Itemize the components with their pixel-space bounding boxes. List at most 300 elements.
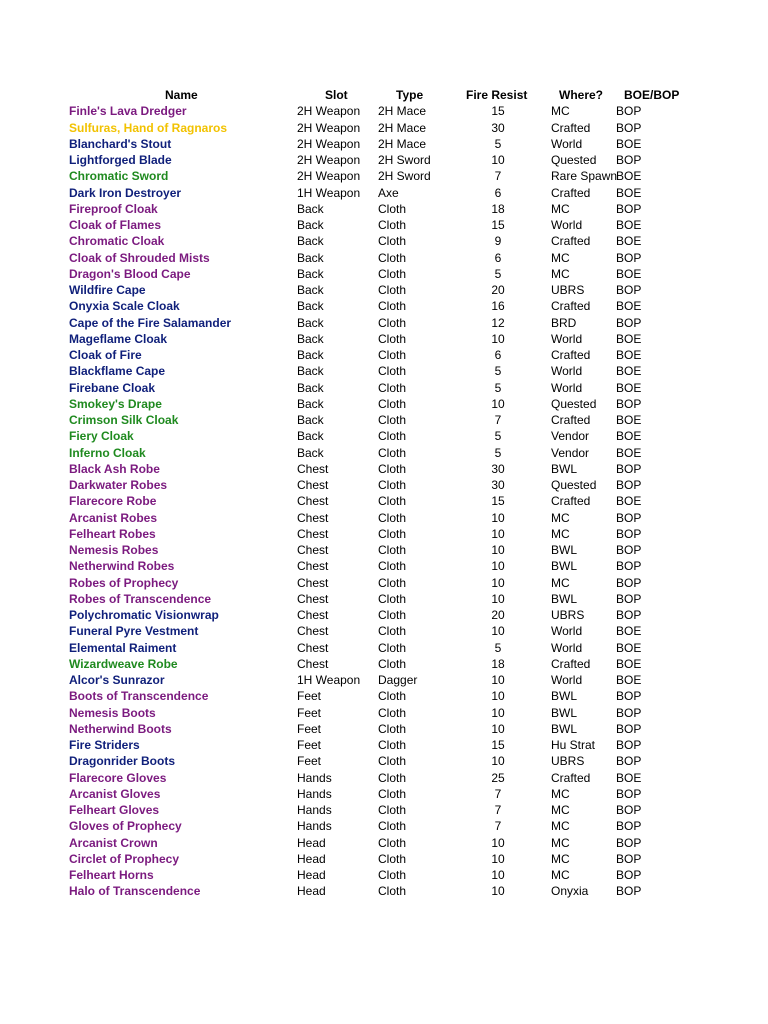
table-row [0,233,768,249]
item-fire-resist: 10 [491,689,505,704]
item-where: MC [551,868,570,882]
table-row [0,672,768,688]
item-fire-resist: 10 [491,851,505,866]
table-row [0,282,768,298]
item-name: Polychromatic Visionwrap [69,608,219,622]
table-row [0,250,768,266]
item-bind: BOE [616,624,642,639]
item-bind: BOP [616,575,642,590]
item-name: Wildfire Cape [69,283,146,297]
item-bind: BOP [616,559,642,574]
table-row [0,428,768,444]
item-where: Vendor [551,429,590,444]
item-bind: BOE [616,136,642,151]
item-type: Cloth [378,331,407,346]
item-where: MC [551,266,570,281]
item-type: Cloth [378,478,407,492]
table-body [0,103,768,899]
item-fire-resist: 7 [494,803,502,817]
item-bind: BOE [616,169,642,184]
item-where: Vendor [551,445,590,460]
item-name: Dragonrider Boots [69,754,176,769]
table-row [0,753,768,769]
item-bind: BOP [616,478,642,492]
item-bind: BOE [616,413,642,427]
item-type: Cloth [378,218,407,232]
item-where: MC [551,819,570,834]
item-fire-resist: 10 [491,624,505,639]
item-where: World [551,136,583,151]
item-where: Crafted [551,413,591,427]
item-fire-resist: 10 [491,510,505,525]
item-bind: BOP [616,705,642,720]
item-type: Cloth [378,364,407,379]
item-bind: BOP [616,803,642,817]
item-name: Blanchard's Stout [69,136,172,151]
item-type: Dagger [378,673,418,687]
item-fire-resist: 7 [494,413,502,427]
item-where: MC [551,803,570,817]
item-name: Netherwind Boots [69,721,172,736]
item-bind: BOE [616,218,642,232]
item-fire-resist: 20 [491,608,505,622]
item-bind: BOE [616,494,642,509]
item-where: Crafted [551,348,591,362]
table-row [0,640,768,656]
item-fire-resist: 15 [491,104,505,119]
item-fire-resist: 15 [491,494,505,509]
item-name: Smokey's Drape [69,396,162,411]
table-row [0,591,768,607]
item-where: Quested [551,153,597,167]
item-bind: BOP [616,819,642,834]
item-fire-resist: 10 [491,153,505,167]
item-type: Cloth [378,266,407,281]
item-slot: Feet [297,738,322,752]
item-type: Cloth [378,445,407,460]
item-name: Elemental Raiment [69,640,177,655]
item-where: BWL [551,559,578,574]
item-bind: BOE [616,770,642,785]
item-fire-resist: 10 [491,575,505,590]
item-fire-resist: 30 [491,478,505,492]
item-fire-resist: 10 [491,331,505,346]
item-type: 2H Mace [378,120,427,135]
item-name: Robes of Prophecy [69,575,179,590]
table-row [0,477,768,493]
table-row [0,607,768,623]
item-where: BWL [551,591,578,606]
item-where: BWL [551,689,578,704]
item-slot: Head [297,851,326,866]
item-name: Lightforged Blade [69,153,172,167]
item-type: Cloth [378,543,407,557]
item-type: Cloth [378,689,407,704]
item-name: Felheart Horns [69,868,154,882]
header-name: Name [165,88,198,102]
item-slot: Back [297,413,324,427]
item-fire-resist: 5 [494,429,502,444]
item-name: Darkwater Robes [69,478,168,492]
item-name: Arcanist Crown [69,835,158,850]
table-row [0,315,768,331]
item-name: Onyxia Scale Cloak [69,299,180,314]
item-slot: 2H Weapon [297,104,361,119]
table-row [0,883,768,899]
item-where: Crafted [551,656,591,671]
item-where: Quested [551,478,597,492]
item-where: Crafted [551,494,591,509]
item-where: Crafted [551,299,591,314]
item-fire-resist: 5 [494,445,502,460]
item-bind: BOE [616,429,642,444]
item-name: Inferno Cloak [69,445,146,460]
item-type: Axe [378,185,399,200]
item-type: Cloth [378,348,407,362]
item-bind: BOP [616,120,642,135]
item-slot: Back [297,364,324,379]
item-slot: Back [297,218,324,232]
item-type: 2H Sword [378,153,431,167]
item-bind: BOP [616,526,642,541]
item-fire-resist: 5 [494,266,502,281]
item-bind: BOP [616,835,642,850]
item-slot: Back [297,250,324,265]
item-fire-resist: 16 [491,299,505,314]
item-where: MC [551,575,570,590]
item-bind: BOE [616,266,642,281]
table-row [0,770,768,786]
item-type: Cloth [378,868,407,882]
item-fire-resist: 25 [491,770,505,785]
item-slot: 2H Weapon [297,169,361,184]
item-type: Cloth [378,851,407,866]
item-where: MC [551,851,570,866]
item-fire-resist: 5 [494,640,502,655]
item-table [0,87,768,900]
item-slot: 2H Weapon [297,136,361,151]
table-row [0,396,768,412]
item-slot: Hands [297,803,332,817]
item-slot: Chest [297,559,329,574]
item-slot: Back [297,445,324,460]
item-slot: 2H Weapon [297,153,361,167]
item-type: Cloth [378,608,407,622]
table-row [0,201,768,217]
item-where: World [551,673,583,687]
item-type: Cloth [378,803,407,817]
item-type: Cloth [378,770,407,785]
item-fire-resist: 5 [494,136,502,151]
item-fire-resist: 12 [491,315,505,330]
item-slot: Chest [297,575,329,590]
item-where: Crafted [551,185,591,200]
item-bind: BOP [616,315,642,330]
header-type: Type [396,88,424,102]
item-name: Robes of Transcendence [69,591,212,606]
item-slot: Back [297,283,324,297]
header-slot: Slot [325,88,348,102]
item-slot: Chest [297,461,329,476]
item-slot: Feet [297,689,322,704]
item-type: Cloth [378,721,407,736]
item-where: World [551,331,583,346]
item-bind: BOP [616,543,642,557]
item-slot: Chest [297,494,329,509]
table-row [0,721,768,737]
item-type: Cloth [378,413,407,427]
item-bind: BOP [616,868,642,882]
item-slot: Back [297,331,324,346]
item-type: Cloth [378,510,407,525]
item-where: Rare Spawn [551,169,618,184]
item-slot: Chest [297,624,329,639]
item-slot: Feet [297,721,322,736]
table-row [0,558,768,574]
item-type: Cloth [378,640,407,655]
item-type: Cloth [378,526,407,541]
item-slot: 2H Weapon [297,120,361,135]
item-type: Cloth [378,575,407,590]
item-where: World [551,624,583,639]
item-name: Sulfuras, Hand of Ragnaros [69,120,228,135]
item-bind: BOP [616,250,642,265]
table-row [0,298,768,314]
table-row [0,705,768,721]
item-where: Crafted [551,234,591,249]
item-slot: Chest [297,543,329,557]
item-name: Flarecore Gloves [69,770,167,785]
item-slot: Back [297,201,324,216]
table-row [0,168,768,184]
item-where: Hu Strat [551,738,596,752]
item-where: BWL [551,543,578,557]
table-row [0,445,768,461]
item-name: Nemesis Boots [69,705,156,720]
item-where: MC [551,201,570,216]
item-fire-resist: 6 [494,348,502,362]
item-where: BWL [551,721,578,736]
item-name: Cloak of Flames [69,218,162,232]
item-slot: Back [297,234,324,249]
table-row [0,656,768,672]
item-name: Fireproof Cloak [69,201,158,216]
item-fire-resist: 10 [491,884,505,899]
item-slot: Feet [297,754,322,769]
item-where: Crafted [551,770,591,785]
table-row [0,786,768,802]
item-bind: BOP [616,510,642,525]
table-row [0,217,768,233]
item-where: UBRS [551,283,585,297]
item-slot: Head [297,884,326,899]
item-bind: BOE [616,331,642,346]
item-name: Crimson Silk Cloak [69,413,179,427]
item-name: Blackflame Cape [69,364,166,379]
item-name: Cloak of Shrouded Mists [69,250,210,265]
item-slot: Hands [297,819,332,834]
item-slot: Back [297,429,324,444]
item-where: MC [551,250,570,265]
header-bind: BOE/BOP [624,88,680,102]
table-row [0,461,768,477]
item-type: Cloth [378,591,407,606]
item-bind: BOE [616,380,642,395]
item-fire-resist: 10 [491,526,505,541]
item-type: Cloth [378,299,407,314]
item-bind: BOP [616,461,642,476]
item-slot: Back [297,266,324,281]
item-type: Cloth [378,494,407,509]
item-bind: BOE [616,445,642,460]
item-name: Dragon's Blood Cape [69,266,191,281]
item-bind: BOP [616,786,642,801]
item-fire-resist: 10 [491,754,505,769]
table-row [0,380,768,396]
table-row [0,542,768,558]
item-name: Felheart Robes [69,526,156,541]
item-bind: BOE [616,673,642,687]
table-row [0,331,768,347]
table-row [0,575,768,591]
item-slot: Head [297,835,326,850]
item-name: Mageflame Cloak [69,331,168,346]
item-name: Flarecore Robe [69,494,157,509]
item-slot: Back [297,380,324,395]
item-name: Firebane Cloak [69,380,156,395]
item-slot: Chest [297,640,329,655]
item-type: Cloth [378,738,407,752]
item-where: MC [551,526,570,541]
item-fire-resist: 10 [491,396,505,411]
item-bind: BOE [616,299,642,314]
item-name: Dark Iron Destroyer [69,185,182,200]
table-row [0,737,768,753]
item-where: World [551,380,583,395]
item-slot: Chest [297,591,329,606]
item-name: Cloak of Fire [69,348,142,362]
item-type: Cloth [378,234,407,249]
item-type: Cloth [378,819,407,834]
item-fire-resist: 7 [494,169,502,184]
item-bind: BOP [616,608,642,622]
item-name: Chromatic Sword [69,169,169,184]
item-type: Cloth [378,380,407,395]
item-type: Cloth [378,201,407,216]
item-type: Cloth [378,705,407,720]
item-bind: BOP [616,721,642,736]
item-fire-resist: 10 [491,721,505,736]
item-fire-resist: 30 [491,120,505,135]
item-fire-resist: 10 [491,835,505,850]
item-fire-resist: 7 [494,786,502,801]
item-where: MC [551,786,570,801]
item-bind: BOP [616,104,642,119]
item-type: 2H Mace [378,136,427,151]
item-name: Cape of the Fire Salamander [69,315,232,330]
table-row [0,802,768,818]
item-where: Onyxia [551,884,589,899]
header-fire-resist: Fire Resist [466,88,528,102]
item-slot: 1H Weapon [297,673,361,687]
table-row [0,136,768,152]
table-row [0,120,768,136]
table-row [0,493,768,509]
item-name: Nemesis Robes [69,543,159,557]
table-row [0,412,768,428]
table-row [0,510,768,526]
item-fire-resist: 10 [491,559,505,574]
item-where: UBRS [551,754,585,769]
item-bind: BOE [616,656,642,671]
item-fire-resist: 20 [491,283,505,297]
item-name: Alcor's Sunrazor [69,673,165,687]
item-slot: Chest [297,510,329,525]
item-where: UBRS [551,608,585,622]
item-where: MC [551,510,570,525]
item-name: Netherwind Robes [69,559,175,574]
item-fire-resist: 5 [494,380,502,395]
item-slot: Back [297,348,324,362]
item-fire-resist: 30 [491,461,505,476]
item-type: Cloth [378,396,407,411]
item-slot: Chest [297,608,329,622]
item-slot: Hands [297,770,332,785]
item-fire-resist: 15 [491,738,505,752]
item-bind: BOE [616,348,642,362]
item-slot: Chest [297,478,329,492]
item-bind: BOP [616,591,642,606]
item-fire-resist: 10 [491,705,505,720]
item-fire-resist: 10 [491,673,505,687]
table-row [0,851,768,867]
item-where: BWL [551,461,578,476]
item-name: Boots of Transcendence [69,689,209,704]
item-slot: Back [297,299,324,314]
item-bind: BOE [616,185,642,200]
table-row [0,867,768,883]
item-slot: Chest [297,656,329,671]
table-row [0,347,768,363]
item-fire-resist: 5 [494,364,502,379]
item-name: Circlet of Prophecy [69,851,180,866]
header-where: Where? [559,88,604,102]
item-bind: BOP [616,396,642,411]
item-where: World [551,640,583,655]
item-name: Finle's Lava Dredger [69,104,187,119]
item-type: Cloth [378,429,407,444]
item-bind: BOE [616,640,642,655]
table-row [0,185,768,201]
item-where: MC [551,104,570,119]
item-type: Cloth [378,656,407,671]
item-type: Cloth [378,315,407,330]
item-fire-resist: 18 [491,656,505,671]
item-name: Wizardweave Robe [69,656,178,671]
item-type: Cloth [378,283,407,297]
item-slot: 1H Weapon [297,185,361,200]
header-row [0,87,768,103]
item-bind: BOE [616,364,642,379]
item-type: Cloth [378,250,407,265]
item-fire-resist: 6 [494,185,502,200]
item-type: Cloth [378,559,407,574]
item-name: Arcanist Robes [69,510,158,525]
item-fire-resist: 15 [491,218,505,232]
item-type: 2H Sword [378,169,431,184]
item-bind: BOP [616,201,642,216]
item-where: BRD [551,315,577,330]
